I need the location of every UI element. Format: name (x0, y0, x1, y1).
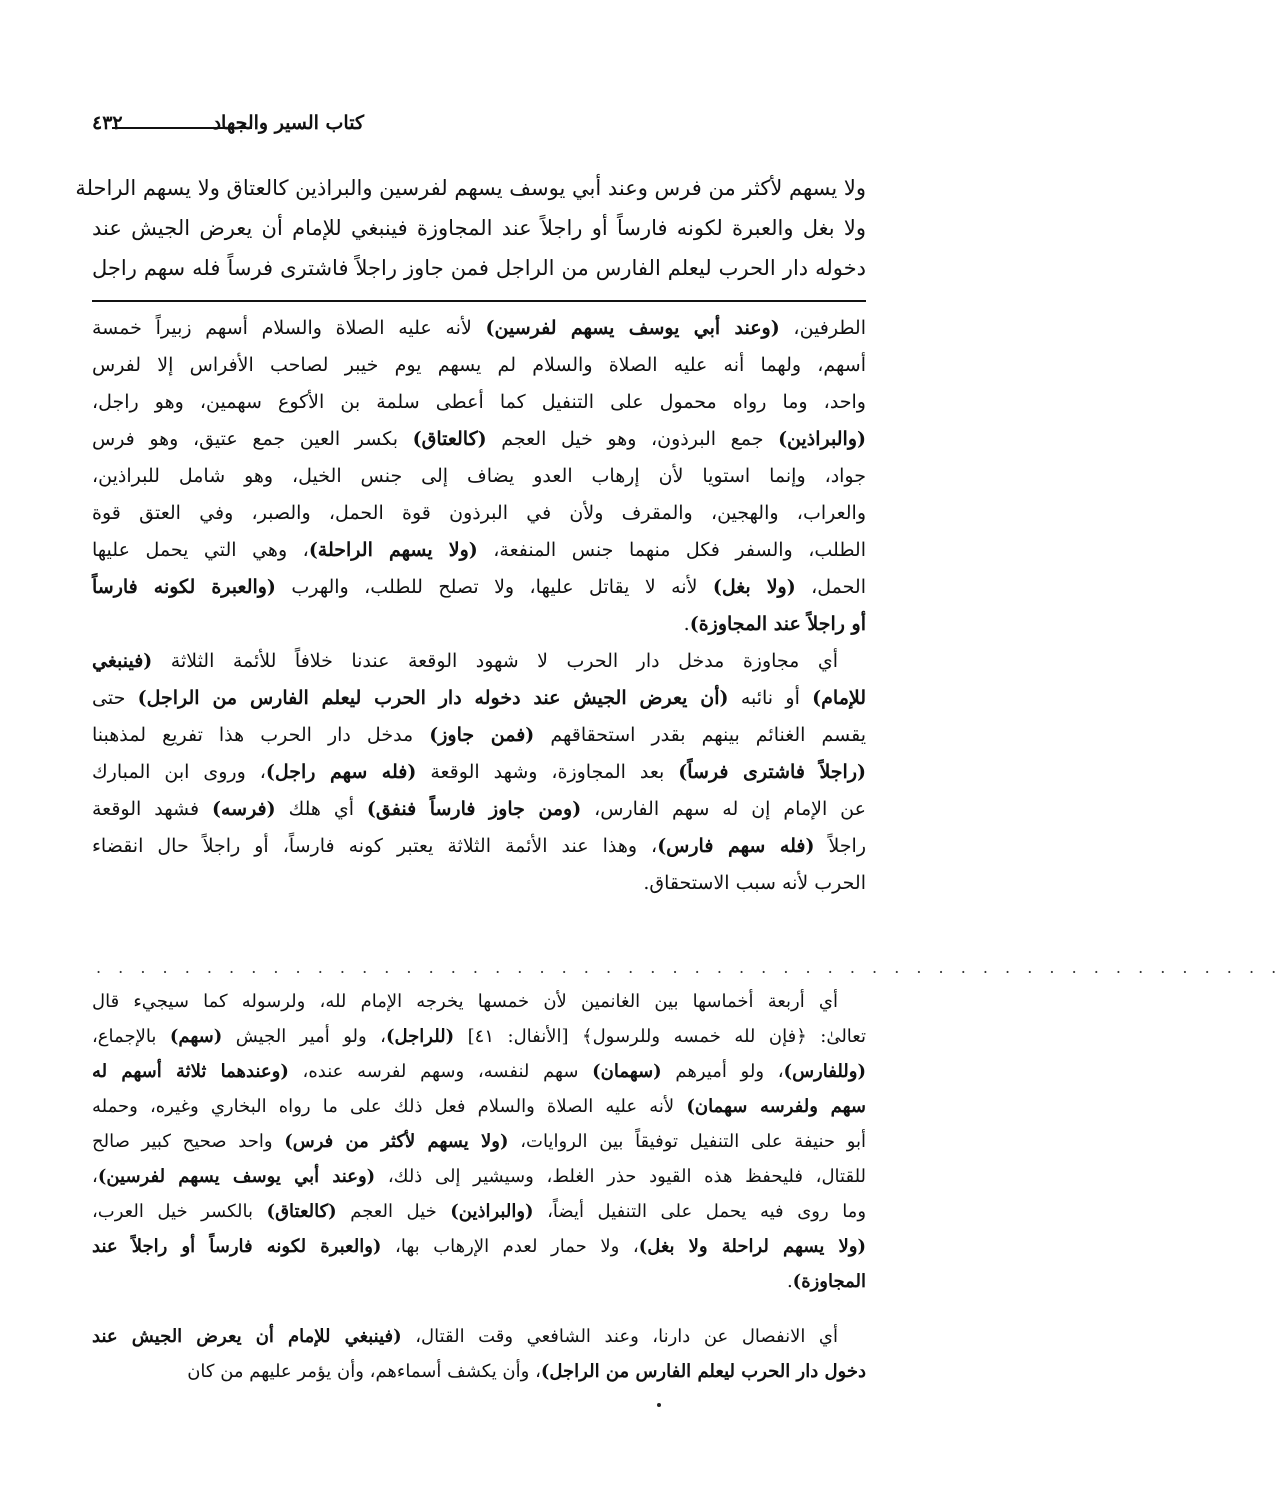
text-segment: ولا بغل والعبرة لكونه فارساً أو راجلاً عند المجاوزة فينبغي للإمام أن يعرض الجيش عند (92, 216, 866, 240)
quoted-matn-text: المجاوزة) (792, 1271, 866, 1292)
quoted-matn-text: (وللفارس) (783, 1061, 866, 1082)
quoted-matn-text: (ومن جاوز فارساً فنفق) (366, 798, 582, 820)
commentary (92, 310, 866, 902)
quoted-matn-text: (فينبغي للإمام أن يعرض الجيش عند (92, 1326, 402, 1347)
text-segment: بعد المجاوزة، وشهد الوقعة (416, 761, 679, 783)
text-segment: . (683, 613, 690, 635)
text-segment: وما روى فيه يحمل على التنفيل أيضاً، (533, 1201, 867, 1222)
text-line (92, 384, 866, 421)
quoted-matn-text: (ولا يسهم الراحلة) (308, 539, 478, 561)
quoted-matn-text: (ولا بغل) (712, 576, 796, 598)
text-segment: بالإجماع، (92, 1026, 170, 1047)
quoted-matn-text: (والبراذين) (450, 1201, 534, 1222)
text-segment: أي الانفصال عن دارنا، وعند الشافعي وقت القتال، (401, 1326, 838, 1347)
quoted-matn-text: (ولا يسهم لراحلة ولا بغل) (638, 1236, 866, 1257)
text-segment: أسهم، ولهما أنه عليه الصلاة والسلام لم يسهم يوم خيبر لصاحب الأفراس إلا لفرس (92, 354, 866, 376)
text-segment: ، وهذا عند الأئمة الثلاثة يعتبر كونه فارساً، أو راجلاً حال انقضاء (92, 835, 658, 857)
text-line (92, 1194, 866, 1229)
text-segment: أي أربعة أخماسها بين الغانمين لأن خمسها يخرجه الإمام لله، ولرسوله كما سيجيء قال (92, 991, 838, 1012)
quoted-matn-text: (فمن جاوز) (429, 724, 535, 746)
text-line (92, 791, 866, 828)
text-segment: عن الإمام إن له سهم الفارس، (581, 798, 866, 820)
text-line (92, 458, 866, 495)
quoted-matn-text: سهم ولفرسه سهمان) (686, 1096, 867, 1117)
text-line (92, 347, 866, 384)
quoted-matn-text: (وعند أبي يوسف يسهم لفرسين) (485, 317, 780, 339)
text-segment: بكسر العين جمع عتيق، وهو فرس (92, 428, 413, 450)
text-segment: ولا يسهم لأكثر من فرس وعند أبي يوسف يسهم لفرسين والبراذين كالعتاق ولا يسهم الراحلة (75, 176, 866, 200)
text-line (92, 1159, 866, 1194)
page-mark (657, 1403, 661, 1407)
text-segment: بالكسر خيل العرب، (92, 1201, 267, 1222)
text-segment: مدخل دار الحرب هذا تفريع لمذهبنا (92, 724, 430, 746)
quoted-matn-text: (والبراذين) (778, 428, 866, 450)
text-segment: للقتال، فليحفظ هذه القيود حذر الغلط، وسيشير إلى ذلك، (375, 1166, 867, 1187)
text-line (92, 248, 866, 288)
text-line (92, 569, 866, 606)
text-segment: واحد، وما رواه محمول على التنفيل كما أعطى سلمة بن الأكوع سهمين، وهو راجل، (92, 391, 866, 413)
text-line (92, 495, 866, 532)
text-line (75, 168, 866, 208)
quoted-matn-text: أو راجلاً عند المجاوزة) (689, 613, 866, 635)
text-segment: يقسم الغنائم بينهم بقدر استحقاقهم (534, 724, 867, 746)
text-line (92, 532, 866, 569)
text-segment: ، وروى ابن المبارك (92, 761, 266, 783)
main-text-divider (92, 300, 866, 302)
text-line (92, 1229, 866, 1264)
text-segment: ، وهي التي يحمل عليها (92, 539, 309, 561)
text-line (92, 1089, 866, 1124)
quoted-matn-text: (فله سهم فارس) (657, 835, 815, 857)
text-segment: جواد، وإنما استويا لأن إرهاب العدو يضاف إلى جنس الخيل، وهو شامل للبراذين، (92, 465, 866, 487)
text-line (92, 1019, 866, 1054)
footnote-separator: . . . . . . . . . . . . . . . . . . . . . . . . . . . . . . . . . . . . . . . . . . . . . . . . . . . . . . (96, 958, 1282, 977)
text-line (92, 643, 866, 680)
quoted-matn-text: (كالعتاق) (266, 1201, 337, 1222)
text-line (92, 984, 866, 1019)
quoted-matn-text: (للراجل) (385, 1026, 455, 1047)
quoted-matn-text: دخول دار الحرب ليعلم الفارس من الراجل) (540, 1361, 866, 1382)
quoted-matn-text: (فرسه) (211, 798, 276, 820)
text-segment: ، وأن يكشف أسماءهم، وأن يؤمر عليهم من كان (187, 1361, 541, 1382)
quoted-matn-text: (فينبغي (92, 650, 153, 672)
quoted-matn-text: (والعبرة لكونه فارساً أو راجلاً عند (92, 1236, 382, 1257)
page-number: ٤٣٢ (92, 112, 123, 134)
quoted-matn-text: (سهم) (169, 1026, 223, 1047)
running-header (92, 112, 364, 142)
text-segment: أبو حنيفة على التنفيل توفيقاً بين الروايات، (508, 1131, 867, 1152)
text-line (92, 208, 866, 248)
text-line (92, 1354, 866, 1389)
paragraph-gap (92, 1299, 866, 1319)
text-segment: لأنه لا يقاتل عليها، ولا تصلح للطلب، والهرب (275, 576, 713, 598)
text-segment: الحرب لأنه سبب الاستحقاق. (643, 872, 866, 894)
header-rule (112, 127, 252, 129)
text-segment: أو نائبه (728, 687, 813, 709)
quoted-matn-text: للإمام) (812, 687, 867, 709)
text-line (92, 310, 866, 347)
quoted-matn-text: (كالعتاق) (412, 428, 487, 450)
chapter-title: كتاب السير والجهاد (212, 112, 364, 134)
text-segment: الطلب، والسفر فكل منهما جنس المنفعة، (477, 539, 866, 561)
text-segment: ، ولو أمير الجيش (222, 1026, 386, 1047)
text-line (92, 865, 866, 902)
text-segment: فشهد الوقعة (92, 798, 212, 820)
text-segment: سهم لنفسه، وسهم لفرسه عنده، (288, 1061, 593, 1082)
quoted-matn-text: (وعندهما ثلاثة أسهم له (92, 1061, 289, 1082)
text-segment: حتى (92, 687, 138, 709)
footnotes (92, 984, 866, 1389)
text-line (92, 606, 866, 643)
text-line (92, 1054, 866, 1089)
text-segment: تعالىٰ: ﴿فإن لله خمسه وللرسول﴾ [الأنفال: ٤١] (454, 1026, 866, 1047)
quoted-matn-text: (أن يعرض الجيش عند دخوله دار الحرب ليعلم الفارس من الراجل) (137, 687, 729, 709)
text-line (92, 717, 866, 754)
text-line (92, 1124, 866, 1159)
text-segment: راجلاً (814, 835, 866, 857)
text-segment: الطرفين، (779, 317, 866, 339)
text-line (92, 1319, 866, 1354)
quoted-matn-text: (والعبرة لكونه فارساً (92, 576, 276, 598)
main-text (75, 168, 866, 288)
text-segment: . (786, 1271, 793, 1292)
text-line (92, 828, 866, 865)
quoted-matn-text: (سهمان) (592, 1061, 662, 1082)
quoted-matn-text: (وعند أبي يوسف يسهم لفرسين) (97, 1166, 376, 1187)
text-segment: ، ولا حمار لعدم الإرهاب بها، (381, 1236, 639, 1257)
text-line (92, 1264, 866, 1299)
text-segment: لأنه عليه الصلاة والسلام أسهم زبيراً خمسة (92, 317, 486, 339)
text-segment: الحمل، (795, 576, 866, 598)
text-segment: لأنه عليه الصلاة والسلام فعل ذلك على ما رواه البخاري وغيره، وحمله (92, 1096, 687, 1117)
quoted-matn-text: (فله سهم راجل) (265, 761, 417, 783)
text-segment: أي هلك (275, 798, 367, 820)
quoted-matn-text: (ولا يسهم لأكثر من فرس) (284, 1131, 509, 1152)
text-line (92, 754, 866, 791)
text-segment: والعراب، والهجين، والمقرف ولأن في البرذون قوة الحمل، والصبر، وفي العتق قوة (92, 502, 866, 524)
text-segment: جمع البرذون، وهو خيل العجم (486, 428, 779, 450)
text-segment: أي مجاوزة مدخل دار الحرب لا شهود الوقعة عندنا خلافاً للأئمة الثلاثة (152, 650, 838, 672)
text-segment: خيل العجم (336, 1201, 451, 1222)
text-line (92, 421, 866, 458)
text-segment: دخوله دار الحرب ليعلم الفارس من الراجل فمن جاوز راجلاً فاشترى فرساً فله سهم راجل (92, 256, 866, 280)
quoted-matn-text: (راجلاً فاشترى فرساً) (678, 761, 866, 783)
text-line (92, 680, 866, 717)
text-segment: ، (92, 1166, 98, 1187)
text-segment: واحد صحيح كبير صالح (92, 1131, 285, 1152)
text-segment: ، ولو أميرهم (661, 1061, 784, 1082)
